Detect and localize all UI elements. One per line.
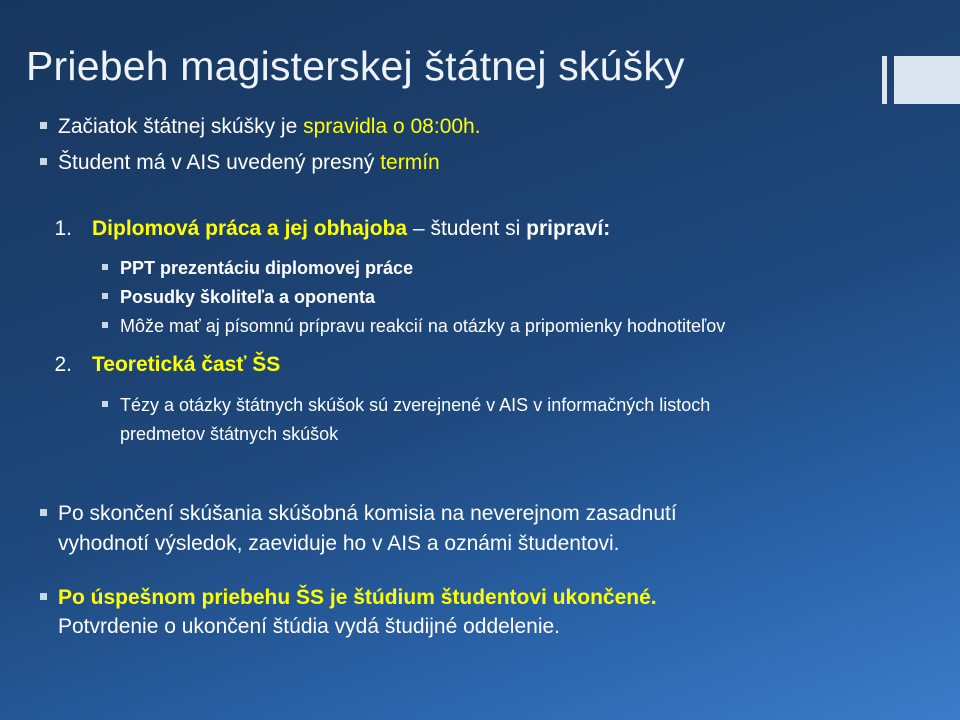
sub-item-text-continued: predmetov štátnych skúšok xyxy=(120,423,339,444)
item-text-bold: pripraví: xyxy=(526,216,611,240)
bullet-text-plain: Študent má v AIS uvedený presný xyxy=(58,150,381,174)
list-item xyxy=(36,313,936,339)
spacer xyxy=(36,565,936,583)
square-bullet-icon xyxy=(40,593,47,600)
list-item xyxy=(36,499,936,559)
list-item xyxy=(36,255,936,281)
bullet-text-line2: vyhodnotí výsledok, zaeviduje ho v AIS a oznámi študentovi. xyxy=(58,531,620,555)
bullet-text-plain: Začiatok štátnej skúšky je xyxy=(58,115,304,138)
square-bullet-icon xyxy=(40,122,47,129)
list-item xyxy=(36,148,936,178)
numbered-list-item xyxy=(36,350,936,379)
list-item xyxy=(36,284,936,310)
list-item xyxy=(36,392,936,418)
spacer xyxy=(36,247,936,255)
list-item xyxy=(36,112,936,142)
square-bullet-icon xyxy=(102,401,108,407)
list-number: 2. xyxy=(54,353,72,377)
square-bullet-icon xyxy=(102,293,108,299)
sub-item-text: Tézy a otázky štátnych skúšok sú zverejnené v AIS v informačných listoch xyxy=(120,394,711,415)
page-title: Priebeh magisterskej štátnej skúšky xyxy=(26,43,685,89)
square-bullet-icon xyxy=(40,158,47,165)
decorative-accent-bar xyxy=(882,56,960,104)
spacer xyxy=(36,342,936,350)
spacer xyxy=(36,384,936,392)
bullet-text-highlight: spravidla o 08:00h. xyxy=(303,115,481,138)
sub-item-text: PPT prezentáciu diplomovej práce xyxy=(120,258,414,279)
list-number: 1. xyxy=(54,216,72,240)
spacer xyxy=(36,477,936,495)
sub-item-text: Môže mať aj písomnú prípravu reakcií na otázky a pripomienky hodnotiteľov xyxy=(120,316,726,337)
sub-item-text: Posudky školiteľa a oponenta xyxy=(120,287,375,308)
item-title-highlight: Diplomová práca a jej obhajoba xyxy=(92,216,408,240)
slide-body xyxy=(36,112,936,648)
bullet-text-line1-highlight: Po úspešnom priebehu ŠS je štúdium študentovi ukončené. xyxy=(58,585,657,609)
spacer xyxy=(36,447,936,477)
square-bullet-icon xyxy=(102,322,108,328)
bullet-text-highlight: termín xyxy=(380,150,440,174)
item-title-highlight: Teoretická časť ŠS xyxy=(92,353,281,377)
bullet-text-line2: Potvrdenie o ukončení štúdia vydá študijné oddelenie. xyxy=(58,615,561,639)
square-bullet-icon xyxy=(40,509,47,516)
square-bullet-icon xyxy=(102,264,108,270)
item-text-plain: – študent si xyxy=(407,216,527,240)
list-item xyxy=(36,583,936,643)
numbered-list-item xyxy=(36,214,936,243)
bullet-text-line1: Po skončení skúšania skúšobná komisia na neverejnom zasadnutí xyxy=(58,501,677,525)
accent-line xyxy=(882,56,887,104)
accent-block xyxy=(894,56,960,104)
spacer xyxy=(36,184,936,214)
